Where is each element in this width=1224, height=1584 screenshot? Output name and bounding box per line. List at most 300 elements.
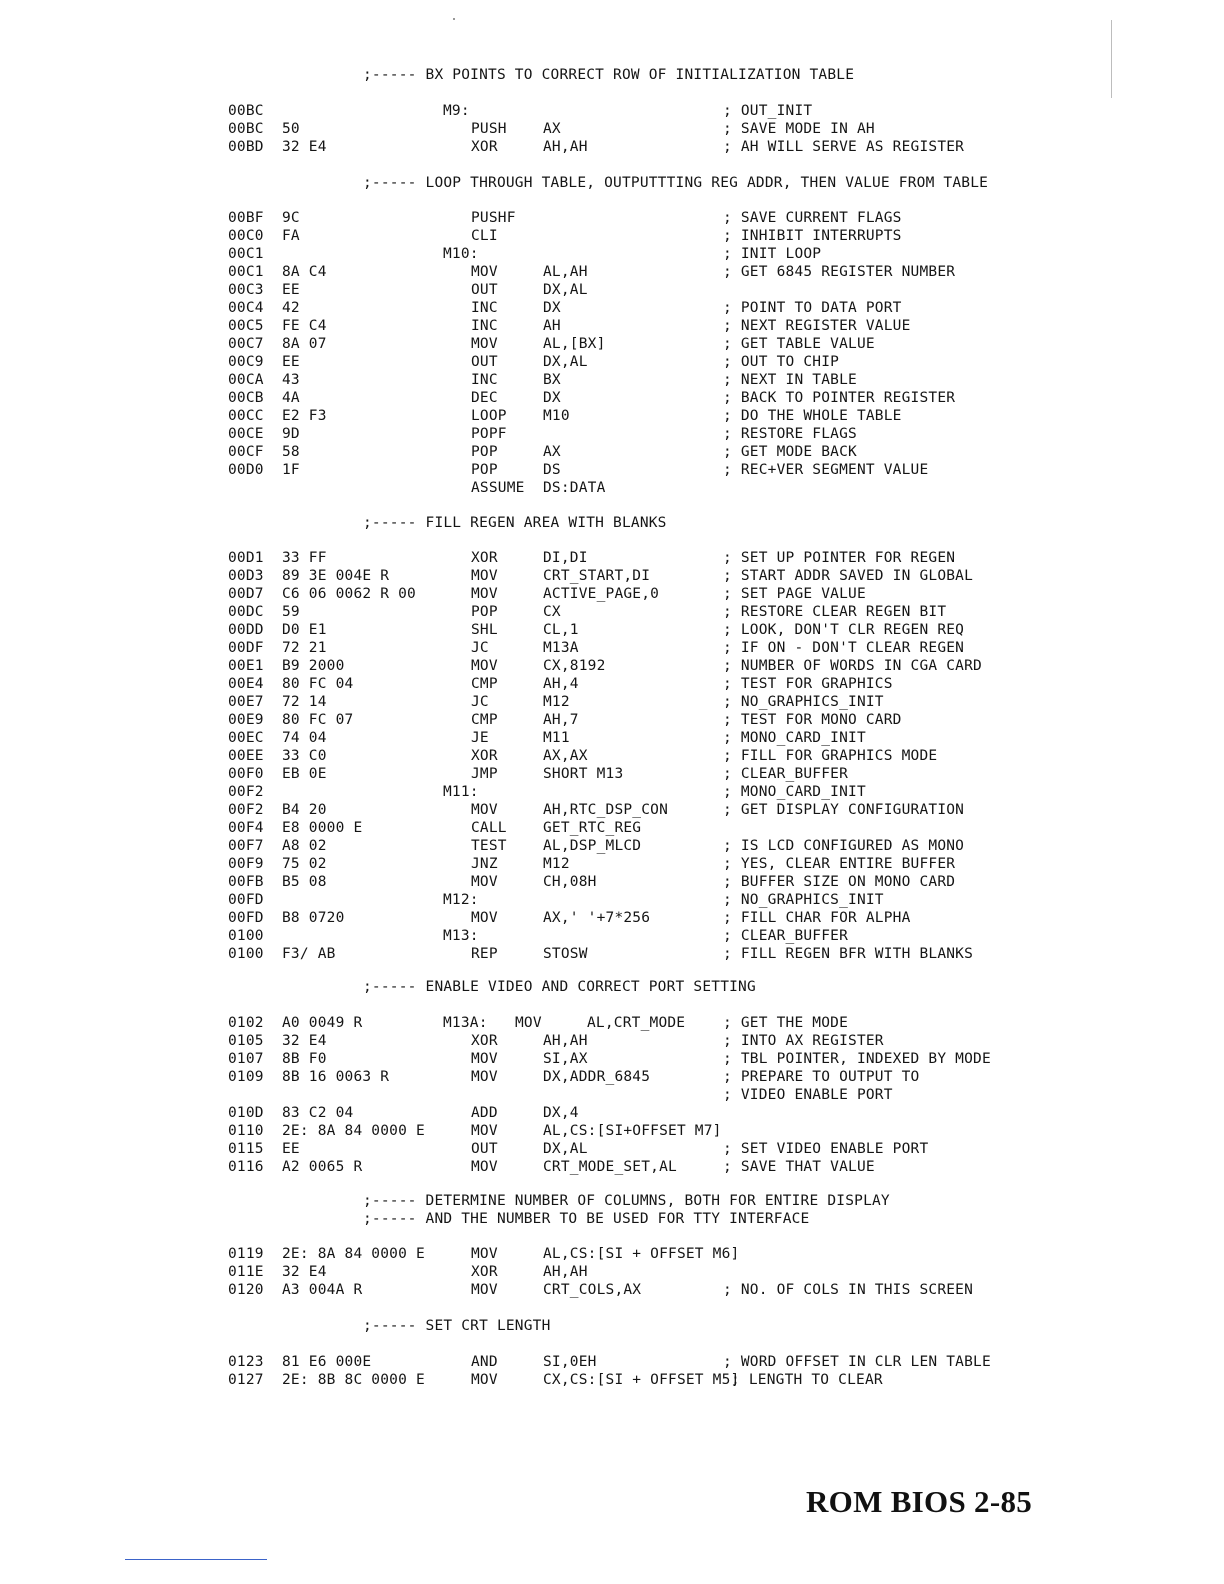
mnemonic: REP <box>471 946 498 962</box>
mnemonic: JMP <box>471 766 498 782</box>
operands: DX,AL <box>543 282 588 298</box>
code-line <box>0 1371 1224 1389</box>
section-comment <box>0 1210 1224 1228</box>
address: 00BC <box>228 121 264 137</box>
code-line <box>0 335 1224 353</box>
operands: M13A <box>543 640 579 656</box>
object-code: 9D <box>282 426 300 442</box>
line-comment: ; NO_GRAPHICS_INIT <box>723 694 884 710</box>
object-code: 50 <box>282 121 300 137</box>
mnemonic: POP <box>471 604 498 620</box>
operands: AH,7 <box>543 712 579 728</box>
code-line <box>0 837 1224 855</box>
mnemonic: MOV <box>471 1372 498 1388</box>
mnemonic: MOV <box>471 1123 498 1139</box>
mnemonic: CMP <box>471 676 498 692</box>
address: 00BD <box>228 139 264 155</box>
object-code: 83 C2 04 <box>282 1105 354 1121</box>
object-code: A8 02 <box>282 838 327 854</box>
object-code: 32 E4 <box>282 1264 327 1280</box>
object-code: 72 21 <box>282 640 327 656</box>
code-line <box>0 783 1224 801</box>
address: 00C1 <box>228 264 264 280</box>
address: 00DF <box>228 640 264 656</box>
code-line <box>0 585 1224 603</box>
operands: M12 <box>543 694 570 710</box>
address: 0107 <box>228 1051 264 1067</box>
address: 00FD <box>228 910 264 926</box>
line-comment: ; INIT LOOP <box>723 246 822 262</box>
object-code: 4A <box>282 390 300 406</box>
code-line <box>0 1245 1224 1263</box>
address: 00CC <box>228 408 264 424</box>
object-code: 2E: 8A 84 0000 E <box>282 1246 425 1262</box>
operands: DX,4 <box>543 1105 579 1121</box>
line-comment: ; CLEAR_BUFFER <box>723 928 849 944</box>
operands: DX,ADDR_6845 <box>543 1069 651 1085</box>
object-code: E8 0000 E <box>282 820 363 836</box>
operands: AH,4 <box>543 676 579 692</box>
mnemonic: MOV <box>471 658 498 674</box>
object-code: 32 E4 <box>282 139 327 155</box>
operands: DS:DATA <box>543 480 606 496</box>
address: 00DC <box>228 604 264 620</box>
operands: AH <box>543 318 561 334</box>
address: 00F0 <box>228 766 264 782</box>
code-line <box>0 1104 1224 1122</box>
code-line <box>0 1086 1224 1104</box>
operands: CRT_COLS,AX <box>543 1282 642 1298</box>
line-comment: ; FILL REGEN BFR WITH BLANKS <box>723 946 974 962</box>
address: 00FD <box>228 892 264 908</box>
code-line <box>0 1281 1224 1299</box>
mnemonic: OUT <box>471 1141 498 1157</box>
operands: SI,0EH <box>543 1354 597 1370</box>
mnemonic: SHL <box>471 622 498 638</box>
code-line <box>0 1050 1224 1068</box>
code-label: M9: <box>443 103 470 119</box>
line-comment: ; VIDEO ENABLE PORT <box>723 1087 893 1103</box>
line-comment: ; OUT_INIT <box>723 103 813 119</box>
object-code: 32 E4 <box>282 1033 327 1049</box>
object-code: 8B F0 <box>282 1051 327 1067</box>
object-code: 8A C4 <box>282 264 327 280</box>
mnemonic: POP <box>471 462 498 478</box>
line-comment: ; NO_GRAPHICS_INIT <box>723 892 884 908</box>
mnemonic: POP <box>471 444 498 460</box>
object-code: A0 0049 R <box>282 1015 363 1031</box>
code-line <box>0 945 1224 963</box>
line-comment: ; POINT TO DATA PORT <box>723 300 902 316</box>
line-comment: ; REC+VER SEGMENT VALUE <box>723 462 929 478</box>
operands: AL,CS:[SI + OFFSET M6] <box>543 1246 740 1262</box>
code-line <box>0 263 1224 281</box>
address: 00C7 <box>228 336 264 352</box>
line-comment: ; FILL CHAR FOR ALPHA <box>723 910 911 926</box>
operands: BX <box>543 372 561 388</box>
code-label: M13: <box>443 928 479 944</box>
line-comment: ; RESTORE CLEAR REGEN BIT <box>723 604 947 620</box>
section-comment <box>0 978 1224 996</box>
address: 00E4 <box>228 676 264 692</box>
object-code: 59 <box>282 604 300 620</box>
address: 0120 <box>228 1282 264 1298</box>
address: 0127 <box>228 1372 264 1388</box>
object-code: 2E: 8B 8C 0000 E <box>282 1372 425 1388</box>
operands: SHORT M13 <box>543 766 624 782</box>
code-line <box>0 765 1224 783</box>
line-comment: ; DO THE WHOLE TABLE <box>723 408 902 424</box>
object-code: EE <box>282 1141 300 1157</box>
object-code: D0 E1 <box>282 622 327 638</box>
code-line <box>0 102 1224 120</box>
code-line <box>0 1032 1224 1050</box>
operands: AX,' '+7*256 <box>543 910 651 926</box>
line-comment: ; TBL POINTER, INDEXED BY MODE <box>723 1051 991 1067</box>
address: 00C9 <box>228 354 264 370</box>
object-code: C6 06 0062 R 00 <box>282 586 416 602</box>
mnemonic: MOV <box>471 1159 498 1175</box>
address: 00D7 <box>228 586 264 602</box>
mnemonic: LOOP <box>471 408 507 424</box>
address: 00C3 <box>228 282 264 298</box>
operands: M12 <box>543 856 570 872</box>
address: 00EE <box>228 748 264 764</box>
line-comment: ; IF ON - DON'T CLEAR REGEN <box>723 640 965 656</box>
line-comment: ; GET TABLE VALUE <box>723 336 875 352</box>
code-line <box>0 801 1224 819</box>
object-code: 80 FC 04 <box>282 676 354 692</box>
line-comment: ; SAVE THAT VALUE <box>723 1159 875 1175</box>
mnemonic: XOR <box>471 550 498 566</box>
line-comment: ; NUMBER OF WORDS IN CGA CARD <box>723 658 982 674</box>
mnemonic: MOV <box>471 336 498 352</box>
code-line <box>0 389 1224 407</box>
mnemonic: XOR <box>471 1264 498 1280</box>
address: 00F7 <box>228 838 264 854</box>
line-comment: ; MONO_CARD_INIT <box>723 730 866 746</box>
address: 00F9 <box>228 856 264 872</box>
code-line <box>0 657 1224 675</box>
operands: AX <box>543 121 561 137</box>
code-line <box>0 621 1224 639</box>
mnemonic: MOV <box>471 1069 498 1085</box>
code-line <box>0 281 1224 299</box>
address: 00C1 <box>228 246 264 262</box>
mnemonic: AND <box>471 1354 498 1370</box>
line-comment: ; NO. OF COLS IN THIS SCREEN <box>723 1282 974 1298</box>
mnemonic: MOV <box>471 568 498 584</box>
mnemonic: JC <box>471 640 489 656</box>
code-line <box>0 299 1224 317</box>
line-comment: ; START ADDR SAVED IN GLOBAL <box>723 568 974 584</box>
address: 00C0 <box>228 228 264 244</box>
code-line <box>0 1353 1224 1371</box>
mnemonic: INC <box>471 300 498 316</box>
section-comment-text: ;----- DETERMINE NUMBER OF COLUMNS, BOTH FOR ENTIRE DISPLAY <box>363 1193 890 1209</box>
code-line <box>0 747 1224 765</box>
code-line <box>0 245 1224 263</box>
line-comment: ; YES, CLEAR ENTIRE BUFFER <box>723 856 956 872</box>
operands: DI,DI <box>543 550 588 566</box>
code-line <box>0 1263 1224 1281</box>
mnemonic: JE <box>471 730 489 746</box>
line-comment: ; LOOK, DON'T CLR REGEN REQ <box>723 622 965 638</box>
code-line <box>0 549 1224 567</box>
address: 00BF <box>228 210 264 226</box>
object-code: 89 3E 004E R <box>282 568 390 584</box>
object-code: EE <box>282 282 300 298</box>
code-line <box>0 120 1224 138</box>
section-comment-text: ;----- LOOP THROUGH TABLE, OUTPUTTTING REG ADDR, THEN VALUE FROM TABLE <box>363 175 989 191</box>
object-code: EE <box>282 354 300 370</box>
object-code: EB 0E <box>282 766 327 782</box>
address: 0105 <box>228 1033 264 1049</box>
object-code: 2E: 8A 84 0000 E <box>282 1123 425 1139</box>
operands: DX,AL <box>543 354 588 370</box>
address: 00CA <box>228 372 264 388</box>
operands: AH,RTC_DSP_CON <box>543 802 669 818</box>
code-line <box>0 138 1224 156</box>
section-comment <box>0 66 1224 84</box>
address: 00E1 <box>228 658 264 674</box>
line-comment: ; GET THE MODE <box>723 1015 849 1031</box>
operands: AH,AH <box>543 139 588 155</box>
code-line <box>0 603 1224 621</box>
address: 00F4 <box>228 820 264 836</box>
line-comment: ; WORD OFFSET IN CLR LEN TABLE <box>723 1354 991 1370</box>
line-comment: ; OUT TO CHIP <box>723 354 840 370</box>
address: 0116 <box>228 1159 264 1175</box>
code-line <box>0 407 1224 425</box>
address: 0115 <box>228 1141 264 1157</box>
address: 00D1 <box>228 550 264 566</box>
line-comment: ; SET PAGE VALUE <box>723 586 866 602</box>
operands: DX <box>543 390 561 406</box>
object-code: 58 <box>282 444 300 460</box>
object-code: 1F <box>282 462 300 478</box>
operands: AL,CS:[SI+OFFSET M7] <box>543 1123 722 1139</box>
line-comment: ; NEXT REGISTER VALUE <box>723 318 911 334</box>
mnemonic: MOV <box>471 802 498 818</box>
mnemonic: PUSHF <box>471 210 516 226</box>
object-code: 8B 16 0063 R <box>282 1069 390 1085</box>
mnemonic: MOV <box>471 264 498 280</box>
operands: AX,AX <box>543 748 588 764</box>
code-line <box>0 1068 1224 1086</box>
mnemonic: DEC <box>471 390 498 406</box>
operands: ACTIVE_PAGE,0 <box>543 586 660 602</box>
line-comment: ; MONO_CARD_INIT <box>723 784 866 800</box>
line-comment: ; SAVE CURRENT FLAGS <box>723 210 902 226</box>
code-line <box>0 317 1224 335</box>
line-comment: ; SAVE MODE IN AH <box>723 121 875 137</box>
line-comment: ; TEST FOR MONO CARD <box>723 712 902 728</box>
code-line <box>0 425 1224 443</box>
bottom-link-rule <box>125 1559 267 1560</box>
section-comment <box>0 174 1224 192</box>
mnemonic: MOV <box>471 586 498 602</box>
address: 00E7 <box>228 694 264 710</box>
code-line <box>0 729 1224 747</box>
line-comment: ; BACK TO POINTER REGISTER <box>723 390 956 406</box>
code-line <box>0 909 1224 927</box>
operands: STOSW <box>543 946 588 962</box>
mnemonic: CALL <box>471 820 507 836</box>
address: 00D3 <box>228 568 264 584</box>
operands: SI,AX <box>543 1051 588 1067</box>
operands: AL,CRT_MODE <box>587 1015 686 1031</box>
mnemonic: POPF <box>471 426 507 442</box>
object-code: A3 004A R <box>282 1282 363 1298</box>
line-comment: ; PREPARE TO OUTPUT TO <box>723 1069 920 1085</box>
address: 00C5 <box>228 318 264 334</box>
operands: DX <box>543 300 561 316</box>
address: 0100 <box>228 946 264 962</box>
code-line <box>0 873 1224 891</box>
page-footer-label: ROM BIOS 2-85 <box>806 1484 1033 1519</box>
code-line <box>0 567 1224 585</box>
object-code: 42 <box>282 300 300 316</box>
code-line <box>0 353 1224 371</box>
code-line <box>0 443 1224 461</box>
operands: DS <box>543 462 561 478</box>
code-label: M13A: <box>443 1015 488 1031</box>
object-code: B8 0720 <box>282 910 345 926</box>
address: 00BC <box>228 103 264 119</box>
operands: AL,AH <box>543 264 588 280</box>
code-label: M12: <box>443 892 479 908</box>
address: 010D <box>228 1105 264 1121</box>
address: 011E <box>228 1264 264 1280</box>
address: 0110 <box>228 1123 264 1139</box>
address: 00FB <box>228 874 264 890</box>
section-comment-text: ;----- AND THE NUMBER TO BE USED FOR TTY INTERFACE <box>363 1211 810 1227</box>
code-line <box>0 209 1224 227</box>
code-line <box>0 693 1224 711</box>
section-comment-text: ;----- BX POINTS TO CORRECT ROW OF INITIALIZATION TABLE <box>363 67 855 83</box>
object-code: FE C4 <box>282 318 327 334</box>
object-code: E2 F3 <box>282 408 327 424</box>
object-code: 43 <box>282 372 300 388</box>
code-label: M10: <box>443 246 479 262</box>
operands: CX <box>543 604 561 620</box>
operands: CRT_START,DI <box>543 568 651 584</box>
object-code: 72 14 <box>282 694 327 710</box>
code-line <box>0 711 1224 729</box>
code-line <box>0 855 1224 873</box>
code-line <box>0 227 1224 245</box>
section-comment-text: ;----- FILL REGEN AREA WITH BLANKS <box>363 515 667 531</box>
line-comment: ; SET VIDEO ENABLE PORT <box>723 1141 929 1157</box>
code-label: M11: <box>443 784 479 800</box>
line-comment: ; TEST FOR GRAPHICS <box>723 676 893 692</box>
operands: CRT_MODE_SET,AL <box>543 1159 677 1175</box>
mnemonic: XOR <box>471 1033 498 1049</box>
mnemonic: OUT <box>471 282 498 298</box>
code-line <box>0 1140 1224 1158</box>
address: 00E9 <box>228 712 264 728</box>
address: 0123 <box>228 1354 264 1370</box>
operands: CX,8192 <box>543 658 606 674</box>
address: 0119 <box>228 1246 264 1262</box>
address: 0109 <box>228 1069 264 1085</box>
code-line <box>0 639 1224 657</box>
mnemonic: CLI <box>471 228 498 244</box>
address: 0102 <box>228 1015 264 1031</box>
address: 00CE <box>228 426 264 442</box>
mnemonic: MOV <box>471 874 498 890</box>
section-comment <box>0 1317 1224 1335</box>
mnemonic: MOV <box>515 1015 542 1031</box>
mnemonic: ADD <box>471 1105 498 1121</box>
address: 00F2 <box>228 784 264 800</box>
address: 00CF <box>228 444 264 460</box>
code-line <box>0 461 1224 479</box>
code-line <box>0 891 1224 909</box>
mnemonic: XOR <box>471 748 498 764</box>
code-line <box>0 479 1224 497</box>
code-line <box>0 819 1224 837</box>
mnemonic: MOV <box>471 1246 498 1262</box>
object-code: FA <box>282 228 300 244</box>
operands: M10 <box>543 408 570 424</box>
object-code: F3/ AB <box>282 946 336 962</box>
operands: DX,AL <box>543 1141 588 1157</box>
code-line <box>0 927 1224 945</box>
mnemonic: PUSH <box>471 121 507 137</box>
line-comment: ; INHIBIT INTERRUPTS <box>723 228 902 244</box>
object-code: 33 FF <box>282 550 327 566</box>
line-comment: ; SET UP POINTER FOR REGEN <box>723 550 956 566</box>
line-comment: ; AH WILL SERVE AS REGISTER <box>723 139 965 155</box>
line-comment: ; GET DISPLAY CONFIGURATION <box>723 802 965 818</box>
mnemonic: XOR <box>471 139 498 155</box>
operands: CH,08H <box>543 874 597 890</box>
mnemonic: TEST <box>471 838 507 854</box>
operands: AH,AH <box>543 1033 588 1049</box>
address: 00C4 <box>228 300 264 316</box>
address: 00CB <box>228 390 264 406</box>
line-comment: ; GET 6845 REGISTER NUMBER <box>723 264 956 280</box>
address: 0100 <box>228 928 264 944</box>
line-comment: ; LENGTH TO CLEAR <box>731 1372 883 1388</box>
code-line <box>0 1158 1224 1176</box>
operands: CL,1 <box>543 622 579 638</box>
object-code: 33 C0 <box>282 748 327 764</box>
mnemonic: CMP <box>471 712 498 728</box>
object-code: 9C <box>282 210 300 226</box>
mnemonic: MOV <box>471 1051 498 1067</box>
operands: CX,CS:[SI + OFFSET M5] <box>543 1372 740 1388</box>
section-comment-text: ;----- SET CRT LENGTH <box>363 1318 551 1334</box>
code-line <box>0 1122 1224 1140</box>
object-code: B9 2000 <box>282 658 345 674</box>
line-comment: ; BUFFER SIZE ON MONO CARD <box>723 874 956 890</box>
object-code: 8A 07 <box>282 336 327 352</box>
code-line <box>0 1014 1224 1032</box>
line-comment: ; INTO AX REGISTER <box>723 1033 884 1049</box>
mnemonic: INC <box>471 318 498 334</box>
line-comment: ; GET MODE BACK <box>723 444 857 460</box>
address: 00DD <box>228 622 264 638</box>
mnemonic: JC <box>471 694 489 710</box>
section-comment-text: ;----- ENABLE VIDEO AND CORRECT PORT SETTING <box>363 979 756 995</box>
line-comment: ; FILL FOR GRAPHICS MODE <box>723 748 938 764</box>
mnemonic: ASSUME <box>471 480 525 496</box>
address: 00EC <box>228 730 264 746</box>
operands: M11 <box>543 730 570 746</box>
